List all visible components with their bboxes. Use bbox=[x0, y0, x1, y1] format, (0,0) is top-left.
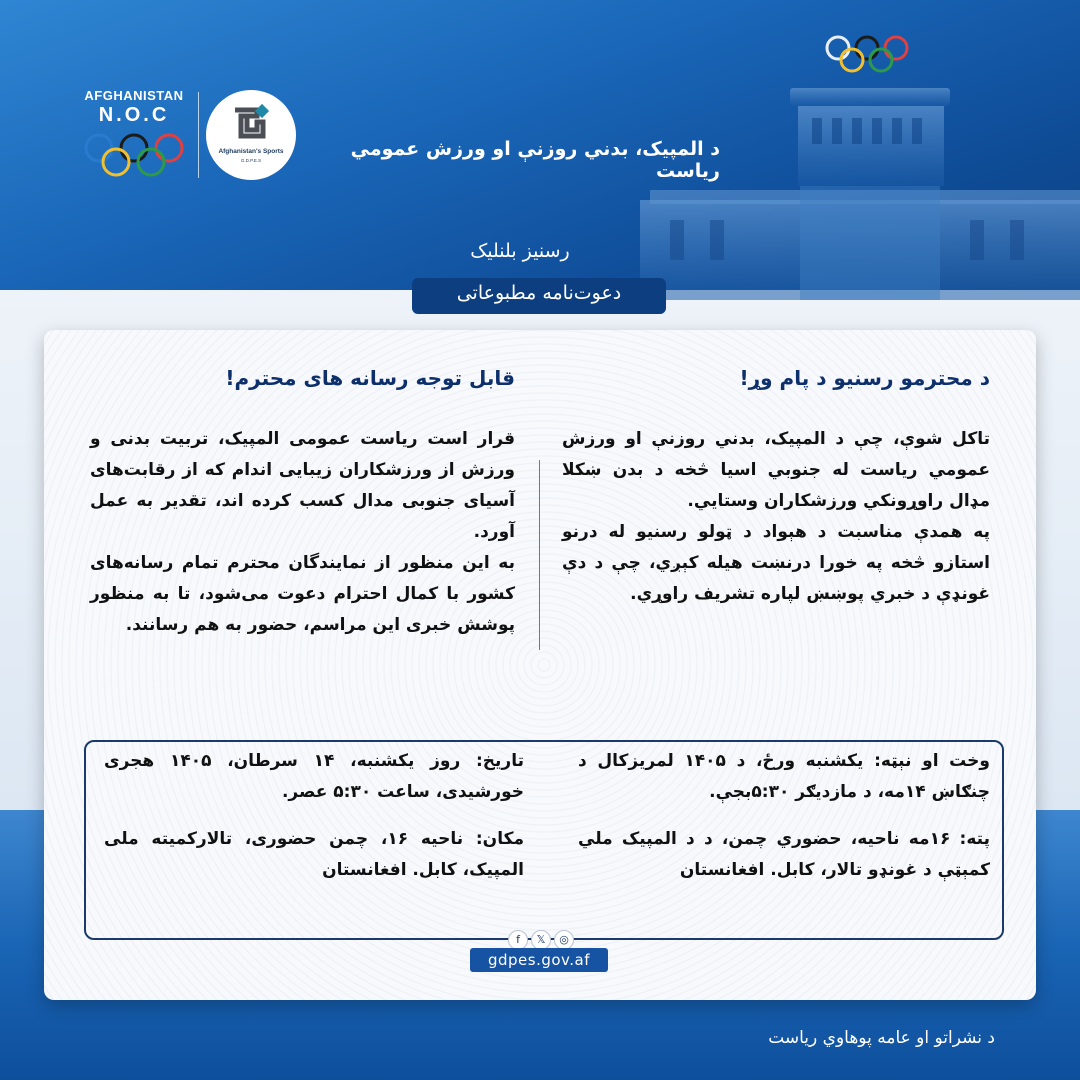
dari-paragraph-2: به این منظور از نمایندگان محترم تمام رسانه‌های کشور با کمال احترام دعوت می‌شود، تا به منظور پوشش خبری این مراسم، حضور به هم رسانند. bbox=[90, 553, 515, 635]
gdpes-logo bbox=[206, 90, 296, 180]
globe-icon[interactable]: ◎ bbox=[554, 930, 574, 950]
noc-olympic-rings-icon bbox=[82, 132, 186, 178]
dari-date-time: تاریخ: روز یکشنبه، ۱۴ سرطان، ۱۴۰۵ هجری خورشیدی، ساعت ۵:۳۰ عصر. bbox=[104, 751, 524, 802]
pashto-location: پته: ۱۶مه ناحیه، حضوري چمن، د د المپیک ملي کمېټې د غونډو تالار، کابل. افغانستان bbox=[578, 829, 990, 880]
gdpes-caption-acronym: G.D.P.E.S bbox=[240, 158, 262, 163]
banner-pill bbox=[412, 278, 666, 314]
pashto-heading: د محترمو رسنیو د پام وړ! bbox=[739, 366, 990, 390]
dari-location: مکان: ناحیه ۱۶، چمن حضوری، تالارکمیته ملی المپیک، کابل. افغانستان bbox=[104, 829, 524, 880]
dari-details bbox=[104, 746, 524, 886]
dari-paragraph-1: قرار است ریاست عمومی المپیک، تربیت بدنی و ورزش از ورزشکاران زیبایی اندام که از رقابت‌های آسیای جنوبی مدال کسب کرده اند، تقدیر به عمل آورد. bbox=[90, 429, 515, 542]
pashto-body bbox=[562, 424, 990, 610]
footer-department: د نشراتو او عامه پوهاوي ریاست bbox=[768, 1028, 995, 1048]
noc-logo bbox=[78, 88, 190, 180]
pashto-paragraph-2: په همدې مناسبت د هېواد د ټولو رسنیو له درنو استازو څخه په خورا درنښت هیله کېږي، چې د دې غونډې د خبري پوښښ لپاره تشریف راوړي. bbox=[562, 522, 990, 604]
gdpes-caption: Afghanistan's Sports bbox=[218, 148, 284, 155]
banner-title-dari: دعوت‌نامه مطبوعاتی bbox=[456, 282, 622, 304]
pashto-paragraph-1: تاکل شوې، چې د المپیک، بدني روزنې او ورزش عمومي ریاست له جنوبي اسیا څخه د بدن ښکلا مډال راوړونکي ورزشکاران وستایي. bbox=[562, 429, 990, 511]
x-icon[interactable]: 𝕏 bbox=[531, 930, 551, 950]
noc-subtitle: N.O.C bbox=[98, 104, 170, 126]
pashto-details bbox=[578, 746, 990, 886]
column-divider bbox=[539, 460, 540, 650]
banner-title-pashto: رسنيز بلنليک bbox=[470, 240, 570, 262]
website-link[interactable]: gdpes.gov.af bbox=[470, 948, 608, 972]
organization-name: د المپیک، بدني روزنې او ورزش عمومي ریاست bbox=[350, 138, 720, 182]
dari-body bbox=[90, 424, 515, 641]
gdpes-emblem-icon bbox=[227, 102, 275, 148]
olympic-rings-icon bbox=[824, 34, 910, 76]
facebook-icon[interactable]: f bbox=[508, 930, 528, 950]
pashto-date-time: وخت او نېټه: یکشنبه ورځ، د ۱۴۰۵ لمریزکال د چنګاښ ۱۴مه، د مازدیګر ۵:۳۰بجې. bbox=[578, 751, 990, 802]
dari-heading: قابل توجه رسانه های محترم! bbox=[225, 366, 515, 390]
noc-title: AFGHANISTAN bbox=[84, 88, 184, 103]
logo-divider bbox=[198, 92, 199, 178]
